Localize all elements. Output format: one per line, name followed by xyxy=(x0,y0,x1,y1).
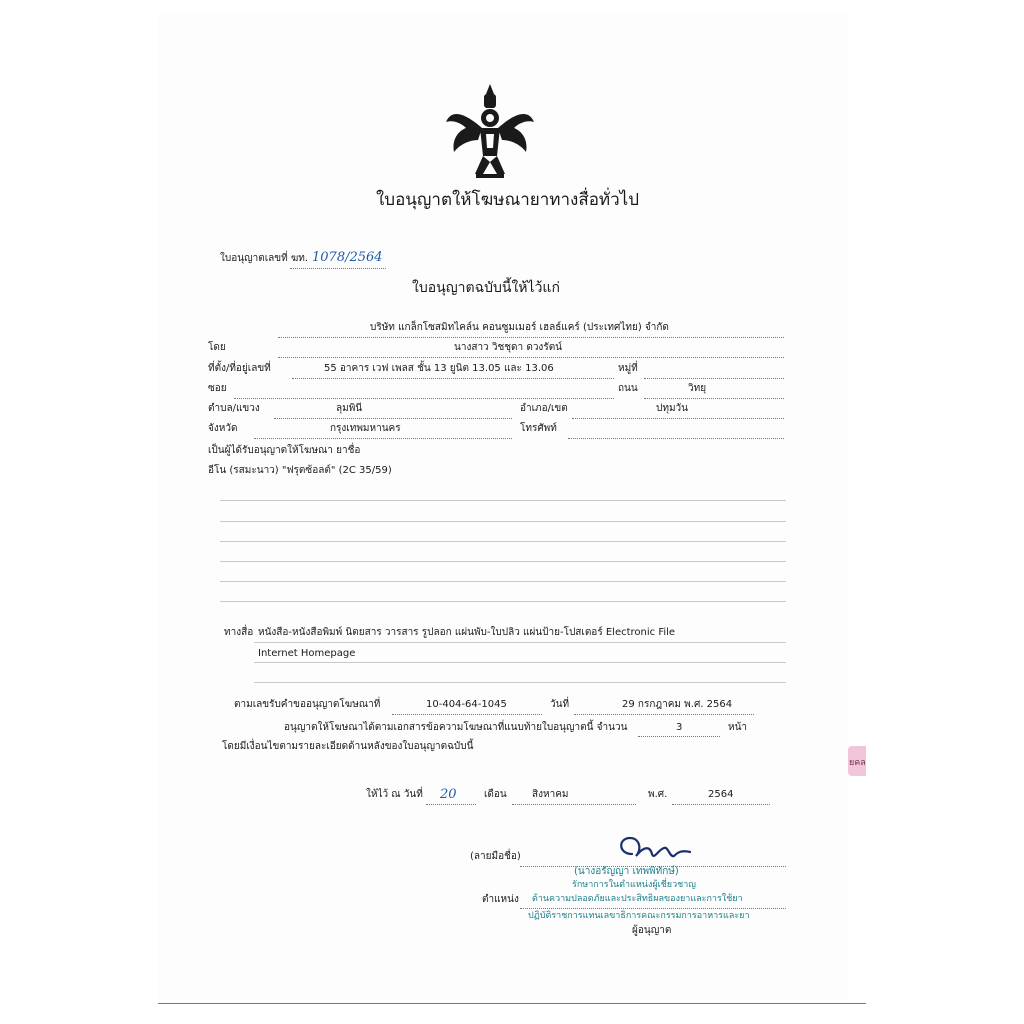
month-label: เดือน xyxy=(484,789,507,800)
licensor-label: ผู้อนุญาต xyxy=(632,925,672,936)
conditions-text: โดยมีเงื่อนไขตามรายละเอียดด้านหลังของใบอนุญาตฉบับนี้ xyxy=(222,741,474,752)
page-count: 3 xyxy=(676,722,683,733)
issued-to-heading: ใบอนุญาตฉบับนี้ให้ไว้แก่ xyxy=(412,280,560,296)
given-month: สิงหาคม xyxy=(532,789,569,800)
request-number-label: ตามเลขรับคำขออนุญาตโฆษณาที่ xyxy=(234,699,381,710)
by-value: นางสาว วิชชุดา ดวงรัตน์ xyxy=(454,342,563,353)
side-tab-text: ยคล xyxy=(849,758,866,768)
phone-label: โทรศัพท์ xyxy=(520,423,557,434)
request-date-label: วันที่ xyxy=(550,699,570,710)
garuda-emblem-icon xyxy=(442,78,538,182)
subdistrict-value: ลุมพินี xyxy=(336,403,363,414)
license-number-label: ใบอนุญาตเลขที่ ฆท. xyxy=(220,253,309,264)
approval-text: อนุญาตให้โฆษณาได้ตามเอกสารข้อความโฆษณาที่แนบท้ายใบอนุญาตนี้ จำนวน xyxy=(284,722,628,733)
acting-position-line: รักษาการในตำแหน่งผู้เชี่ยวชาญ xyxy=(572,880,696,890)
given-year: 2564 xyxy=(708,789,734,800)
side-index-tab xyxy=(848,746,866,776)
road-label: ถนน xyxy=(618,383,638,394)
company-name: บริษัท แกล็กโซสมิทไคล์น คอนซูมเมอร์ เฮลธ์แคร์ (ประเทศไทย) จำกัด xyxy=(370,322,669,333)
province-label: จังหวัด xyxy=(208,423,238,434)
position-label: ตำแหน่ง xyxy=(482,894,519,905)
page-unit: หน้า xyxy=(728,722,748,733)
soi-label: ซอย xyxy=(208,383,227,394)
given-day: 20 xyxy=(440,787,457,802)
address-label: ที่ตั้ง/ที่อยู่เลขที่ xyxy=(208,363,271,374)
media-value-line-1: หนังสือ-หนังสือพิมพ์ นิตยสาร วารสาร รูปลอก แผ่นพับ-ใบปลิว แผ่นป้าย-โปสเตอร์ Electronic File xyxy=(258,627,676,638)
drug-line-label: เป็นผู้ได้รับอนุญาตให้โฆษณา ยาชื่อ xyxy=(208,445,361,456)
given-on-label: ให้ไว้ ณ วันที่ xyxy=(366,789,423,800)
district-label: อำเภอ/เขต xyxy=(520,403,568,414)
media-label: ทางสื่อ xyxy=(224,627,254,638)
road-value: วิทยุ xyxy=(688,383,707,394)
subdistrict-label: ตำบล/แขวง xyxy=(208,403,260,414)
request-number-value: 10-404-64-1045 xyxy=(426,699,507,710)
page-bottom-border xyxy=(158,1003,866,1004)
address-value: 55 อาคาร เวฟ เพลส ชั้น 13 ยูนิต 13.05 และ 13.06 xyxy=(324,363,554,374)
province-value: กรุงเทพมหานคร xyxy=(330,423,401,434)
document-title: ใบอนุญาตให้โฆษณายาทางสื่อทั่วไป xyxy=(376,190,640,210)
signer-name: (นางอรัญญา เทพพิทักษ์) xyxy=(574,866,679,877)
drug-name: อีโน (รสมะนาว) "ฟรุตซ้อลต์" (2C 35/59) xyxy=(208,465,392,476)
position-line-1: ด้านความปลอดภัยและประสิทธิผลของยาและการใช้ยา xyxy=(532,894,743,904)
media-value-line-2: Internet Homepage xyxy=(258,648,356,659)
by-label: โดย xyxy=(208,342,226,353)
year-label: พ.ศ. xyxy=(648,789,668,800)
signature-mark-icon xyxy=(614,832,694,868)
license-document xyxy=(158,14,848,1000)
position-line-2: ปฏิบัติราชการแทนเลขาธิการคณะกรรมการอาหารและยา xyxy=(528,911,750,921)
license-number-value: 1078/2564 xyxy=(312,250,383,265)
signature-label: (ลายมือชื่อ) xyxy=(470,851,521,862)
moo-label: หมู่ที่ xyxy=(618,363,638,374)
request-date-value: 29 กรกฎาคม พ.ศ. 2564 xyxy=(622,699,733,710)
district-value: ปทุมวัน xyxy=(656,403,688,414)
